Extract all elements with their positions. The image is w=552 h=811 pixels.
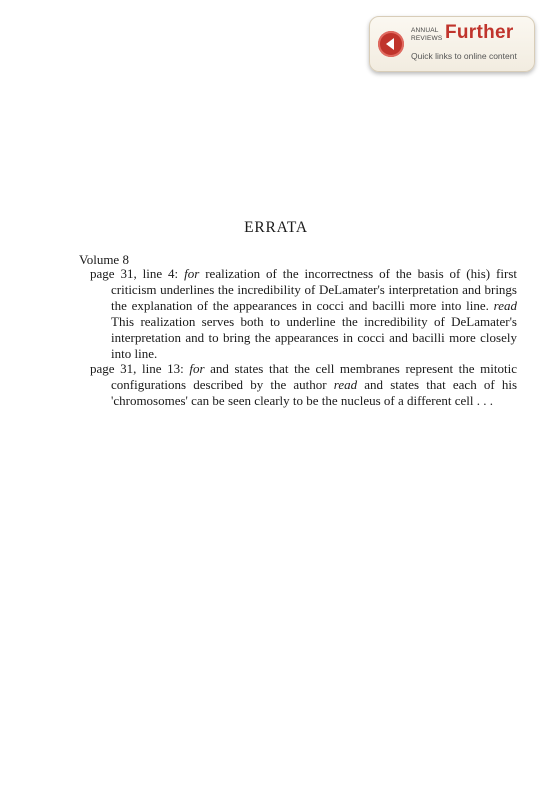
for-keyword: for [184,266,200,281]
annual-label: ANNUAL [411,27,439,34]
page-title: ERRATA [244,219,308,236]
play-arrow-icon [378,31,404,57]
volume-heading: Volume 8 [79,252,129,267]
quick-links-label: Quick links to online content [411,51,517,61]
read-keyword: read [493,298,518,313]
entry-reference: page 31, line 4: [90,266,179,281]
errata-entry [90,266,517,362]
errata-entry [90,361,517,409]
corrected-text: This realization serves both to underline the incredibility of DeLamater's interpretation and to bring the appearances in cocci and bacilli more closely into line. [111,314,517,361]
original-text: and states that the cell membranes represent the mitotic configurations described by the author [111,361,517,392]
annual-reviews-wordmark [411,27,443,42]
annual-reviews-further-badge[interactable] [369,16,535,72]
entry-reference: page 31, line 13: [90,361,184,376]
reviews-label: REVIEWS [411,34,443,42]
for-keyword: for [189,361,205,376]
corrected-text: and states that each of his 'chromosomes' can be seen clearly to be the nucleus of a different cell . . . [111,377,517,408]
further-label: Further [445,22,514,43]
original-text: realization of the incorrectness of the basis of (his) first criticism underlines the incredibility of DeLamater's interpretation and brings the explanation of the appearances in cocci and bacilli more into line. [111,266,518,313]
read-keyword: read [333,377,358,392]
